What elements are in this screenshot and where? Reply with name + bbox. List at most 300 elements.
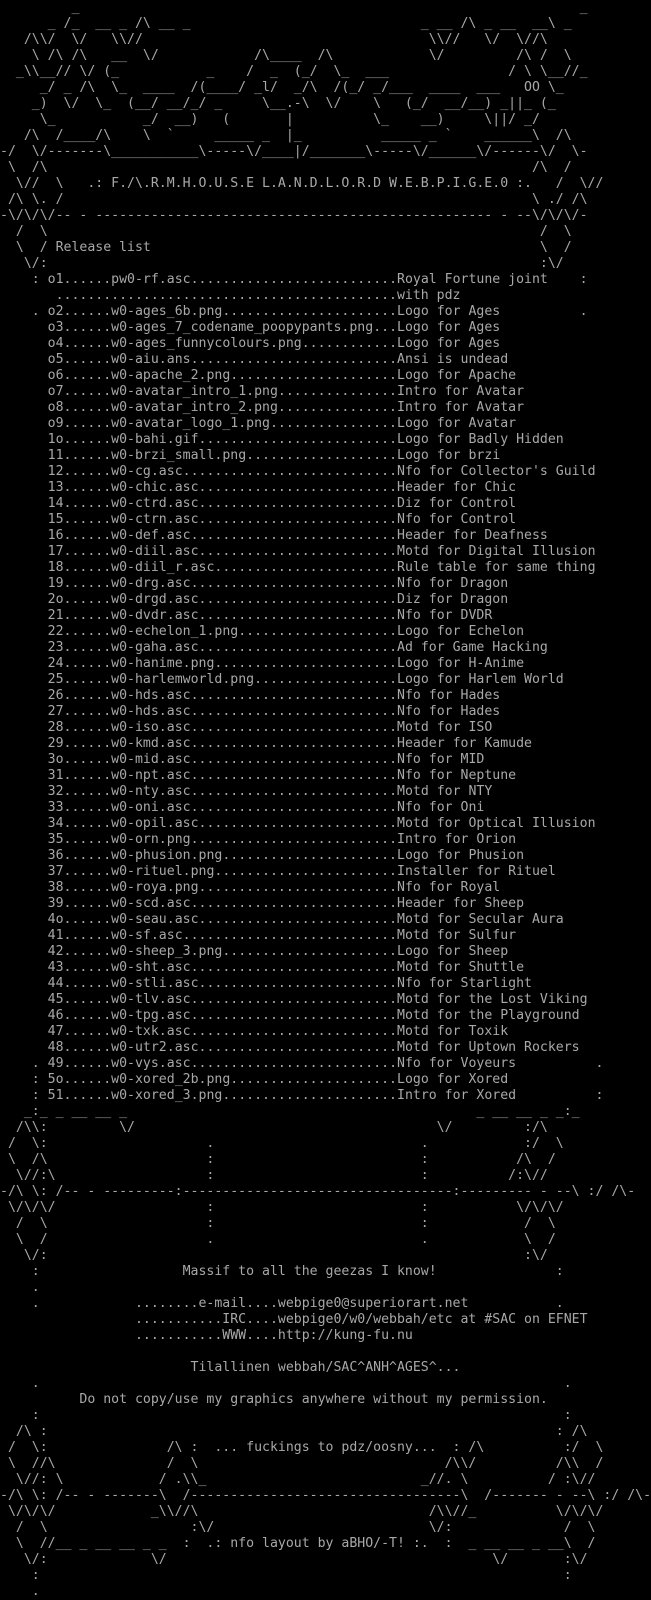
release-number: 13 bbox=[47, 480, 64, 495]
release-filename: w0-hanime.png bbox=[111, 656, 215, 671]
release-number: 1o bbox=[47, 432, 64, 447]
release-description: Intro for Avatar bbox=[397, 400, 525, 415]
header-art-line: \ /\ /\ / bbox=[0, 160, 572, 175]
release-description: Motd for the Playground bbox=[397, 1008, 580, 1023]
release-number: o9 bbox=[47, 416, 64, 431]
release-number: 17 bbox=[47, 544, 64, 559]
release-description: Header for Kamude bbox=[397, 736, 532, 751]
release-number: 12 bbox=[47, 464, 64, 479]
release-filename: w0-avatar_intro_1.png bbox=[111, 384, 278, 399]
release-number: 46 bbox=[47, 1008, 64, 1023]
release-filename: w0-orn.png bbox=[111, 832, 191, 847]
row-border bbox=[0, 368, 48, 383]
header-ascii-art bbox=[0, 0, 603, 272]
release-row: 19......w0-drg.asc..........................Nfo for Dragon bbox=[0, 576, 603, 592]
release-filename: w0-utr2.asc bbox=[111, 1040, 199, 1055]
release-number: o5 bbox=[47, 352, 64, 367]
release-filename: w0-stli.asc bbox=[111, 976, 199, 991]
release-description: Nfo for Collector's Guild bbox=[397, 464, 596, 479]
release-filename: w0-ages_7_codename_poopypants.png bbox=[111, 320, 374, 335]
release-number: 26 bbox=[47, 688, 64, 703]
release-description: Logo for Ages bbox=[397, 304, 501, 319]
release-number: 44 bbox=[47, 976, 64, 991]
release-row: 36......w0-phusion.png......................Logo for Phusion bbox=[0, 848, 603, 864]
release-number: 43 bbox=[47, 960, 64, 975]
release-number: o3 bbox=[47, 320, 64, 335]
header-art-line: \ /\ /\ __ \/ /\____ /\ \/ /\ / \ bbox=[0, 48, 572, 63]
release-row: o4......w0-ages_funnycolours.png............Logo for Ages bbox=[0, 336, 603, 352]
release-number: 49 bbox=[47, 1056, 64, 1071]
footer-art-line: \//:\ : : /:\// bbox=[0, 1168, 548, 1183]
release-number: 51 bbox=[47, 1088, 64, 1103]
release-row: 34......w0-opil.asc.........................Motd for Optical Illusion bbox=[0, 816, 603, 832]
release-description: Royal Fortune joint bbox=[397, 272, 548, 287]
release-description: Logo for brzi bbox=[397, 448, 501, 463]
footer-art-line: / \: /\ : ... fuckings to pdz/oosny... : /\ :/ \ bbox=[0, 1440, 604, 1455]
footer-art-line: Tilallinen webbah/SAC^ANH^AGES^... bbox=[0, 1360, 461, 1375]
row-border bbox=[0, 704, 48, 719]
row-border bbox=[0, 672, 48, 687]
header-art-line: _/ _ /\ \_ ____ /(____/ _l/ _/\ /(_/ _/___ ____ ___ OO \_ bbox=[0, 80, 564, 95]
row-border bbox=[0, 336, 48, 351]
release-description: Header for Deafness bbox=[397, 528, 548, 543]
footer-art-line: /\\: \/ \/ :/\ bbox=[0, 1120, 548, 1135]
release-filename: w0-hds.asc bbox=[111, 688, 191, 703]
release-filename: w0-echelon_1.png bbox=[111, 624, 239, 639]
release-description: Nfo for Starlight bbox=[397, 976, 532, 991]
release-row: 13......w0-chic.asc.........................Header for Chic bbox=[0, 480, 603, 496]
row-border bbox=[0, 320, 48, 335]
footer-art-line: -/\ \: /-- - -------\ /----------------------------------\ /------- - --\ :/ /\- bbox=[0, 1488, 651, 1503]
release-number: 3o bbox=[47, 752, 64, 767]
release-filename: w0-txk.asc bbox=[111, 1024, 191, 1039]
release-list bbox=[0, 272, 603, 1104]
release-filename: w0-sf.asc bbox=[111, 928, 183, 943]
release-number: 31 bbox=[47, 768, 64, 783]
footer-art-line: \ //__ _ __ __ _ _ : .: nfo layout by aBHO/-T! :. : _ __ __ _ __\ / bbox=[0, 1536, 596, 1551]
footer-art-line: Do not copy/use my graphics anywhere without my permission. bbox=[0, 1392, 548, 1407]
row-border bbox=[0, 512, 48, 527]
release-number: 47 bbox=[47, 1024, 64, 1039]
release-description: Motd for Uptown Rockers bbox=[397, 1040, 580, 1055]
header-art-line: _\\__// \/ (_ _ / _ (_/ \_ ___ / \ \__//_ bbox=[0, 64, 588, 79]
release-number: 25 bbox=[47, 672, 64, 687]
row-border bbox=[0, 640, 48, 655]
release-number: 45 bbox=[47, 992, 64, 1007]
row-border bbox=[0, 624, 48, 639]
release-description: Intro for Orion bbox=[397, 832, 517, 847]
release-row: 12......w0-cg.asc...........................Nfo for Collector's Guild bbox=[0, 464, 603, 480]
footer-art-line: ...........WWW....http://kung-fu.nu bbox=[0, 1328, 413, 1343]
release-row: 18......w0-diil_r.asc.......................Rule table for same thing bbox=[0, 560, 603, 576]
row-border bbox=[0, 592, 48, 607]
footer-art-line: \/\/\/ : : \/\/\/ bbox=[0, 1200, 564, 1215]
header-art-line: / \ / \ bbox=[0, 224, 572, 239]
row-border bbox=[0, 544, 48, 559]
release-number: 4o bbox=[47, 912, 64, 927]
release-description: Nfo for Hades bbox=[397, 704, 501, 719]
release-row: . o2......w0-ages_6b.png......................Logo for Ages . bbox=[0, 304, 588, 319]
row-border bbox=[0, 864, 48, 879]
row-border bbox=[0, 736, 48, 751]
release-row: 1o......w0-bahi.gif.........................Logo for Badly Hidden bbox=[0, 432, 603, 448]
release-description: Ansi is undead bbox=[397, 352, 509, 367]
release-filename: w0-opil.asc bbox=[111, 816, 199, 831]
release-description: with pdz bbox=[396, 288, 461, 303]
release-number: 38 bbox=[47, 880, 64, 895]
release-number: 37 bbox=[47, 864, 64, 879]
release-row: 4o......w0-seau.asc.........................Motd for Secular Aura bbox=[0, 912, 603, 928]
release-row: 24......w0-hanime.png.......................Logo for H-Anime bbox=[0, 656, 603, 672]
release-description: Nfo for Oni bbox=[397, 800, 485, 815]
release-number: 21 bbox=[47, 608, 64, 623]
footer-art-line: -/\ \: /-- - ---------:----------------------------------:--------- - --\ :/ /\- bbox=[0, 1184, 636, 1199]
release-description: Motd for Digital Illusion bbox=[397, 544, 596, 559]
row-border bbox=[0, 464, 48, 479]
release-filename: w0-tlv.asc bbox=[111, 992, 191, 1007]
release-row: 33......w0-oni.asc..........................Nfo for Oni bbox=[0, 800, 603, 816]
release-filename: w0-iso.asc bbox=[111, 720, 191, 735]
release-row: 32......w0-nty.asc..........................Motd for NTY bbox=[0, 784, 603, 800]
release-number: 22 bbox=[47, 624, 64, 639]
row-border bbox=[0, 608, 48, 623]
footer-ascii-art bbox=[0, 1104, 651, 1600]
release-row: 35......w0-orn.png..........................Intro for Orion bbox=[0, 832, 603, 848]
release-row: 17......w0-diil.asc.........................Motd for Digital Illusion bbox=[0, 544, 603, 560]
row-border bbox=[0, 832, 48, 847]
footer-art-line: \ //\ / \ /\\/ /\\ / bbox=[0, 1456, 604, 1471]
header-art-line: _ _ bbox=[0, 0, 588, 15]
release-row: 27......w0-hds.asc..........................Nfo for Hades bbox=[0, 704, 603, 720]
row-border bbox=[0, 384, 48, 399]
release-filename: w0-brzi_small.png bbox=[111, 448, 247, 463]
release-number: 34 bbox=[47, 816, 64, 831]
release-row: 23......w0-gaha.asc.........................Ad for Game Hacking bbox=[0, 640, 603, 656]
row-border: . bbox=[516, 1056, 604, 1071]
release-description: Logo for Avatar bbox=[397, 416, 517, 431]
row-border bbox=[0, 992, 48, 1007]
footer-art-line: : : bbox=[0, 1568, 572, 1583]
row-border bbox=[0, 416, 48, 431]
release-number: o8 bbox=[47, 400, 64, 415]
release-filename: pw0-rf.asc bbox=[111, 272, 191, 287]
row-border bbox=[0, 720, 48, 735]
row-border bbox=[0, 480, 48, 495]
release-filename: w0-apache_2.png bbox=[111, 368, 231, 383]
release-number: 29 bbox=[47, 736, 64, 751]
release-filename: w0-hds.asc bbox=[111, 704, 191, 719]
release-description: Diz for Dragon bbox=[397, 592, 509, 607]
release-row: 14......w0-ctrd.asc.........................Diz for Control bbox=[0, 496, 603, 512]
release-number: o2 bbox=[47, 304, 64, 319]
row-border bbox=[0, 848, 48, 863]
footer-art-line: : Massif to all the geezas I know! : bbox=[0, 1264, 564, 1279]
header-art-line: /\ \. / \ ./ /\ bbox=[0, 192, 588, 207]
header-art-line: \_ _/ __) ( | \_ __) \||/ _/ bbox=[0, 112, 540, 127]
release-row: 2o......w0-drgd.asc.........................Diz for Dragon bbox=[0, 592, 603, 608]
release-filename: w0-ages_6b.png bbox=[111, 304, 223, 319]
row-border bbox=[0, 800, 48, 815]
row-border bbox=[0, 576, 48, 591]
footer-art-line: / \ :\/ \/: / \ bbox=[0, 1520, 596, 1535]
footer-art-line: : : bbox=[0, 1408, 572, 1423]
release-filename: w0-drg.asc bbox=[111, 576, 191, 591]
release-row: 45......w0-tlv.asc..........................Motd for the Lost Viking bbox=[0, 992, 603, 1008]
release-description: Motd for the Lost Viking bbox=[397, 992, 588, 1007]
release-description: Nfo for Dragon bbox=[397, 576, 509, 591]
footer-art-line: . bbox=[0, 1280, 40, 1295]
release-row: 47......w0-txk.asc..........................Motd for Toxik bbox=[0, 1024, 603, 1040]
release-number: 32 bbox=[47, 784, 64, 799]
release-number: 19 bbox=[47, 576, 64, 591]
release-filename: w0-ctrn.asc bbox=[111, 512, 199, 527]
header-art-line: -/ \/-------\___________\-----\/____|/_______\-----\/______\/------\/ \- bbox=[0, 144, 588, 159]
footer-art-line: \ / . . \ / bbox=[0, 1232, 556, 1247]
release-filename: w0-harlemworld.png bbox=[111, 672, 255, 687]
release-row: 38......w0-roya.png.........................Nfo for Royal bbox=[0, 880, 603, 896]
release-description: Nfo for Hades bbox=[397, 688, 501, 703]
release-number: o7 bbox=[47, 384, 64, 399]
release-description: Nfo for MID bbox=[397, 752, 485, 767]
release-filename: w0-ctrd.asc bbox=[111, 496, 199, 511]
release-description: Motd for Shuttle bbox=[397, 960, 525, 975]
release-row: ...........................................with pdz bbox=[0, 288, 603, 304]
release-filename: w0-avatar_intro_2.png bbox=[111, 400, 278, 415]
header-art-line: _ /_ __ _ /\ __ _ _ __ /\ _ __ __\ _ bbox=[0, 16, 572, 31]
release-number: 39 bbox=[47, 896, 64, 911]
row-border: : bbox=[516, 1088, 604, 1103]
release-description: Header for Sheep bbox=[397, 896, 525, 911]
footer-art-line: \/\/\/ _\\//\ /\\//_ \/\/\/ bbox=[0, 1504, 604, 1519]
row-border bbox=[0, 688, 48, 703]
release-filename: w0-sheep_3.png bbox=[111, 944, 223, 959]
row-border bbox=[0, 656, 48, 671]
header-art-line: /\ /____/\ \ ` _____ _ |_ _____ _ ` ______\ /\ bbox=[0, 128, 572, 143]
row-border bbox=[0, 896, 48, 911]
release-row: o9......w0-avatar_logo_1.png................Logo for Avatar bbox=[0, 416, 603, 432]
release-filename: w0-chic.asc bbox=[111, 480, 199, 495]
release-description: Motd for Optical Illusion bbox=[397, 816, 596, 831]
release-number: 2o bbox=[47, 592, 64, 607]
release-number: 41 bbox=[47, 928, 64, 943]
release-description: Logo for Badly Hidden bbox=[397, 432, 564, 447]
release-description: Nfo for Control bbox=[397, 512, 517, 527]
header-art-line: _) \/ \_ (__/ __/_/ _ \__.-\ \/ \ (_/ __/__) _||_ (_ bbox=[0, 96, 556, 111]
row-border bbox=[0, 288, 48, 303]
release-filename: w0-cg.asc bbox=[111, 464, 183, 479]
release-row: 31......w0-npt.asc..........................Nfo for Neptune bbox=[0, 768, 603, 784]
release-filename: w0-scd.asc bbox=[111, 896, 191, 911]
footer-art-line: \/: :\/ bbox=[0, 1248, 548, 1263]
footer-art-line: . bbox=[0, 1584, 40, 1599]
release-row: 11......w0-brzi_small.png...................Logo for brzi bbox=[0, 448, 603, 464]
row-border bbox=[0, 352, 48, 367]
release-filename: w0-diil_r.asc bbox=[111, 560, 215, 575]
row-border: . bbox=[0, 304, 48, 319]
release-row: o6......w0-apache_2.png.....................Logo for Apache bbox=[0, 368, 603, 384]
row-border bbox=[0, 944, 48, 959]
release-number: 28 bbox=[47, 720, 64, 735]
release-filename: w0-drgd.asc bbox=[111, 592, 199, 607]
release-row: 39......w0-scd.asc..........................Header for Sheep bbox=[0, 896, 603, 912]
header-art-line: -\/\/\/-- - -------------------------------------------------- - --\/\/\/- bbox=[0, 208, 588, 223]
footer-art-line: . . bbox=[0, 1376, 572, 1391]
row-border bbox=[0, 912, 48, 927]
release-filename: w0-ages_funnycolours.png bbox=[111, 336, 302, 351]
release-row: 28......w0-iso.asc..........................Motd for ISO bbox=[0, 720, 603, 736]
release-filename: w0-kmd.asc bbox=[111, 736, 191, 751]
row-border: : bbox=[0, 1072, 48, 1087]
release-description: Motd for NTY bbox=[397, 784, 493, 799]
release-number: 24 bbox=[47, 656, 64, 671]
release-row: 16......w0-def.asc..........................Header for Deafness bbox=[0, 528, 603, 544]
release-filename: w0-xored_3.png bbox=[111, 1088, 223, 1103]
release-row: o5......w0-aiu.ans..........................Ansi is undead bbox=[0, 352, 603, 368]
release-number: 36 bbox=[47, 848, 64, 863]
release-filename: w0-nty.asc bbox=[111, 784, 191, 799]
release-description: Intro for Avatar bbox=[397, 384, 525, 399]
release-description: Logo for Sheep bbox=[397, 944, 509, 959]
footer-art-line: \ /\ : : /\ / bbox=[0, 1152, 556, 1167]
release-filename: w0-bahi.gif bbox=[111, 432, 199, 447]
footer-art-line: ...........IRC....webpige0/w0/webbah/etc at #SAC on EFNET bbox=[0, 1312, 588, 1327]
release-filename: w0-phusion.png bbox=[111, 848, 223, 863]
row-border bbox=[0, 976, 48, 991]
footer-art-line: / \ : : / \ bbox=[0, 1216, 556, 1231]
release-row: 41......w0-sf.asc...........................Motd for Sulfur bbox=[0, 928, 603, 944]
release-description: Logo for Ages bbox=[397, 320, 501, 335]
release-description: Nfo for DVDR bbox=[397, 608, 493, 623]
release-description: Installer for Rituel bbox=[397, 864, 556, 879]
release-filename: w0-aiu.ans bbox=[111, 352, 191, 367]
row-border bbox=[0, 768, 48, 783]
release-row: o8......w0-avatar_intro_2.png...............Intro for Avatar bbox=[0, 400, 603, 416]
footer-art-line: \//: \ / .\\_ _//. \ / :\// bbox=[0, 1472, 596, 1487]
release-row: : o1......pw0-rf.asc..........................Royal Fortune joint : bbox=[0, 272, 588, 287]
release-description: Nfo for Voyeurs bbox=[397, 1056, 517, 1071]
row-border bbox=[0, 1040, 48, 1055]
footer-art-line: . ........e-mail....webpige0@superiorart.net . bbox=[0, 1296, 564, 1311]
footer-art-line: / \: . . :/ \ bbox=[0, 1136, 564, 1151]
row-border bbox=[0, 400, 48, 415]
footer-art-line: \/: \/ \/ :\/ bbox=[0, 1552, 588, 1567]
release-row: 26......w0-hds.asc..........................Nfo for Hades bbox=[0, 688, 603, 704]
release-description: Ad for Game Hacking bbox=[397, 640, 548, 655]
release-row: 37......w0-rituel.png.......................Installer for Rituel bbox=[0, 864, 603, 880]
release-row: . 49......w0-vys.asc..........................Nfo for Voyeurs . bbox=[0, 1056, 604, 1071]
row-border bbox=[0, 432, 48, 447]
row-border bbox=[0, 496, 48, 511]
release-row: 43......w0-sht.asc..........................Motd for Shuttle bbox=[0, 960, 603, 976]
release-description: Intro for Xored bbox=[397, 1088, 517, 1103]
release-number: 15 bbox=[47, 512, 64, 527]
release-number: 27 bbox=[47, 704, 64, 719]
release-description: Logo for H-Anime bbox=[397, 656, 525, 671]
release-filename: w0-roya.png bbox=[111, 880, 199, 895]
row-border bbox=[0, 784, 48, 799]
release-row: 3o......w0-mid.asc..........................Nfo for MID bbox=[0, 752, 603, 768]
release-row: 46......w0-tpg.asc..........................Motd for the Playground bbox=[0, 1008, 603, 1024]
row-border bbox=[0, 1008, 48, 1023]
release-description: Motd for Sulfur bbox=[397, 928, 517, 943]
release-filename: w0-def.asc bbox=[111, 528, 191, 543]
release-row: : 51......w0-xored_3.png......................Intro for Xored : bbox=[0, 1088, 604, 1103]
row-border bbox=[0, 928, 48, 943]
header-art-line: \/: :\/ bbox=[0, 256, 564, 271]
release-description: Logo for Ages bbox=[397, 336, 501, 351]
row-border: . bbox=[0, 1056, 48, 1071]
release-number: o4 bbox=[47, 336, 64, 351]
release-description: Logo for Xored bbox=[397, 1072, 509, 1087]
release-description: Logo for Harlem World bbox=[397, 672, 564, 687]
release-filename: w0-seau.asc bbox=[111, 912, 199, 927]
release-description: Diz for Control bbox=[397, 496, 517, 511]
release-description: Header for Chic bbox=[397, 480, 517, 495]
release-row: 44......w0-stli.asc.........................Nfo for Starlight bbox=[0, 976, 603, 992]
release-filename: w0-vys.asc bbox=[111, 1056, 191, 1071]
row-border bbox=[0, 528, 48, 543]
release-row: o7......w0-avatar_intro_1.png...............Intro for Avatar bbox=[0, 384, 603, 400]
header-art-line: \ / Release list \ / bbox=[0, 240, 572, 255]
release-description: Motd for Secular Aura bbox=[397, 912, 564, 927]
release-row: 42......w0-sheep_3.png......................Logo for Sheep bbox=[0, 944, 603, 960]
release-filename: w0-mid.asc bbox=[111, 752, 191, 767]
row-border bbox=[0, 960, 48, 975]
release-filename: w0-sht.asc bbox=[111, 960, 191, 975]
row-border: : bbox=[0, 1088, 48, 1103]
release-row: : 5o......w0-xored_2b.png.....................Logo for Xored bbox=[0, 1072, 509, 1087]
release-number: 33 bbox=[47, 800, 64, 815]
release-row: 48......w0-utr2.asc.........................Motd for Uptown Rockers bbox=[0, 1040, 603, 1056]
release-row: 29......w0-kmd.asc..........................Header for Kamude bbox=[0, 736, 603, 752]
release-filename: w0-oni.asc bbox=[111, 800, 191, 815]
row-border bbox=[0, 560, 48, 575]
release-filename: w0-npt.asc bbox=[111, 768, 191, 783]
release-number: 5o bbox=[47, 1072, 64, 1087]
release-number: 23 bbox=[47, 640, 64, 655]
release-row: 21......w0-dvdr.asc.........................Nfo for DVDR bbox=[0, 608, 603, 624]
release-filename: w0-diil.asc bbox=[111, 544, 199, 559]
header-art-line: \// \ .: F./\.R.M.H.O.U.S.E L.A.N.D.L.O.R.D W.E.B.P.I.G.E.0 :. / \// bbox=[0, 176, 604, 191]
release-description: Logo for Phusion bbox=[397, 848, 525, 863]
release-filename: w0-gaha.asc bbox=[111, 640, 199, 655]
release-number: o1 bbox=[47, 272, 64, 287]
release-number: 11 bbox=[47, 448, 64, 463]
release-number: 48 bbox=[47, 1040, 64, 1055]
row-border: : bbox=[547, 272, 588, 287]
release-description: Logo for Apache bbox=[397, 368, 517, 383]
release-number: 14 bbox=[47, 496, 64, 511]
release-row: 15......w0-ctrn.asc.........................Nfo for Control bbox=[0, 512, 603, 528]
release-description: Logo for Echelon bbox=[397, 624, 525, 639]
footer-art-line: /\ : : /\ bbox=[0, 1424, 588, 1439]
release-number: 16 bbox=[47, 528, 64, 543]
release-description: Motd for ISO bbox=[397, 720, 493, 735]
release-number: 18 bbox=[47, 560, 64, 575]
release-number: 42 bbox=[47, 944, 64, 959]
release-row: 25......w0-harlemworld.png..................Logo for Harlem World bbox=[0, 672, 603, 688]
release-row: 22......w0-echelon_1.png....................Logo for Echelon bbox=[0, 624, 603, 640]
row-border bbox=[0, 880, 48, 895]
row-border bbox=[0, 816, 48, 831]
release-filename: w0-tpg.asc bbox=[111, 1008, 191, 1023]
row-border: . bbox=[500, 304, 588, 319]
release-filename: w0-xored_2b.png bbox=[111, 1072, 231, 1087]
release-row: o3......w0-ages_7_codename_poopypants.png...Logo for Ages bbox=[0, 320, 603, 336]
row-border bbox=[0, 752, 48, 767]
row-border bbox=[0, 1024, 48, 1039]
release-description: Rule table for same thing bbox=[397, 560, 596, 575]
